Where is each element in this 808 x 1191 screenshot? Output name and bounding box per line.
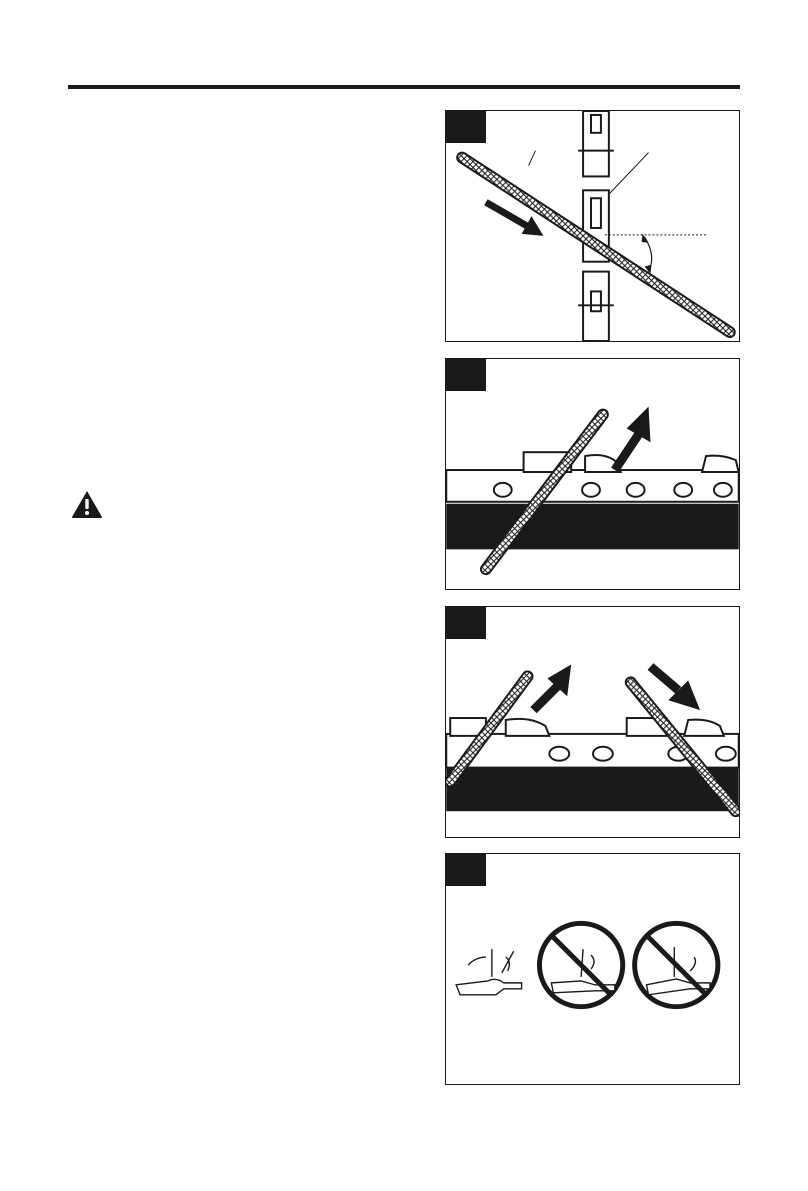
figure-3-label-tab <box>446 607 486 639</box>
figure-3 <box>445 606 740 838</box>
stroke-direction-arrow-up <box>534 665 572 711</box>
correct-cutter-profile <box>456 949 521 995</box>
warning-triangle-icon <box>70 489 104 519</box>
figure-4-label-tab <box>446 854 486 886</box>
figure-2-label-tab <box>446 359 486 391</box>
figure-4 <box>445 853 740 1085</box>
chain-side-view <box>446 452 738 502</box>
guide-bar <box>446 768 738 812</box>
stroke-direction-arrow-down <box>650 666 700 710</box>
guide-bar <box>446 504 738 550</box>
figure-2 <box>445 358 740 590</box>
figure-1 <box>445 110 740 342</box>
chain-vertical <box>578 111 614 341</box>
header-rule <box>68 85 740 89</box>
incorrect-cutter-profile-1 <box>539 923 622 1006</box>
stroke-direction-arrow <box>615 407 651 470</box>
incorrect-cutter-profile-2 <box>635 923 718 1006</box>
figure-1-label-tab <box>446 111 486 143</box>
